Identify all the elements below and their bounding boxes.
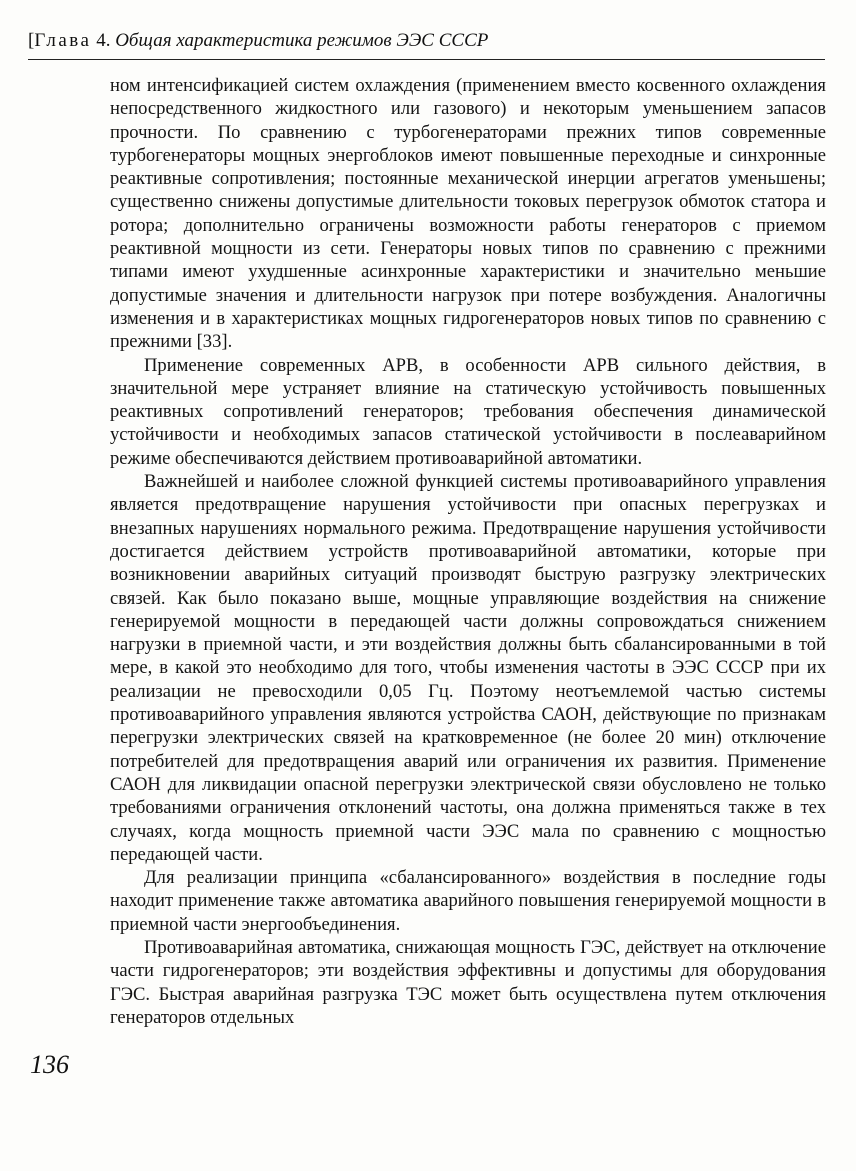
running-header xyxy=(28,30,828,60)
paragraph: Для реализации принципа «сбалансированного» воздействия в последние годы находит применение также автоматика аварийного повышения генерируемой мощности в приемной части энергообъединения. xyxy=(110,867,826,935)
chapter-word: Глава xyxy=(34,30,92,51)
paragraph-continued: ном интенсификацией систем охлаждения (применением вместо косвенного охлаждения непосредственного жидкостного или газового) и некоторым уменьшением запасов прочности. По сравнению с турбогенераторами прежних типов современные турбогенераторы мощных энергоблоков имеют повышенные переходные и синхронные реактивные сопротивления; постоянные механической инерции агрегатов уменьшены; существенно снижены допустимые длительности токовых перегрузок обмоток статора и ротора; дополнительно ограничены возможности работы генераторов с приемом реактивной мощности из сети. Генераторы новых типов по сравнению с прежними типами имеют ухудшенные асинхронные характеристики и значительно меньшие допустимые значения и длительности нагрузок при потере возбуждения. Аналогичны изменения и в характеристиках мощных гидрогенераторов новых типов по сравнению с прежними [33]. xyxy=(110,75,826,353)
header-divider xyxy=(28,59,825,60)
page-number: 136 xyxy=(30,1050,69,1079)
chapter-title: Общая характеристика режимов ЭЭС СССР xyxy=(115,30,489,51)
paragraph: Важнейшей и наиболее сложной функцией системы противоаварийного управления является предотвращение нарушения устойчивости при опасных перегрузках и внезапных нарушениях нормального режима. Предотвращение нарушения устойчивости достигается действием устройств противоаварийной автоматики, которые при возникновении аварийных ситуаций производят быструю разгрузку электрических связей. Как было показано выше, мощные управляющие воздействия на снижение генерируемой мощности в передающей части должны сопровождаться снижением нагрузки в приемной части, и эти воздействия должны быть сбалансированными в той мере, в какой это необходимо для того, чтобы изменения частоты в ЭЭС СССР при их реализации не превосходили 0,05 Гц. Поэтому неотъемлемой частью системы противоаварийного управления являются устройства САОН, действующие по признакам перегрузки электрических связей на кратковременное (не более 20 мин) отключение потребителей для предотвращения аварий или ограничения их развития. Применение САОН для ликвидации опасной перегрузки электрической связи обусловлено не только требованиями ограничения отклонений частоты, она должна применяться также в тех случаях, когда мощность приемной части ЭЭС мала по сравнению с мощностью передающей части. xyxy=(110,471,826,865)
paragraph: Применение современных АРВ, в особенности АРВ сильного действия, в значительной мере устраняет влияние на статическую устойчивость повышенных реактивных сопротивлений генераторов; требования обеспечения динамической устойчивости и необходимых запасов статической устойчивости в послеаварийном режиме обеспечиваются действием противоаварийной автоматики. xyxy=(110,354,826,469)
chapter-number: 4. xyxy=(96,30,111,51)
paragraph: Противоаварийная автоматика, снижающая мощность ГЭС, действует на отключение части гидрогенераторов; эти воздействия эффективны и допустимы для оборудования ГЭС. Быстрая аварийная разгрузка ТЭС может быть осуществлена путем отключения генераторов отдельных xyxy=(110,936,826,1028)
header-bracket: [ xyxy=(28,30,35,51)
body-text xyxy=(110,74,826,1029)
